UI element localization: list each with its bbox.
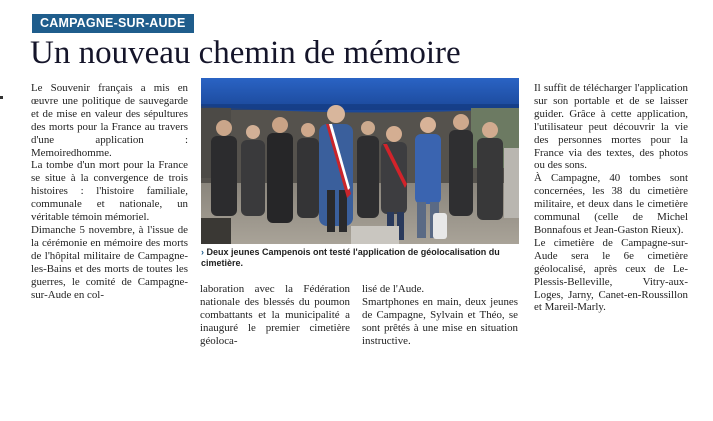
article-column-3 bbox=[362, 283, 518, 348]
section-kicker: CAMPAGNE-SUR-AUDE bbox=[32, 14, 194, 33]
paragraph: La tombe d'un mort pour la France se situe à la convergence de trois histoires : l'histoire familiale, communale et nationale, un véritable témoin mémoriel. bbox=[31, 159, 188, 224]
paragraph: Le cimetière de Campagne-sur-Aude sera le 6e cimetière géolocalisé, après ceux de Le-Plessis-Belleville, Vitry-aux-Loges, Jarny, Canet-en-Roussillon et Mareil-Marly. bbox=[534, 236, 688, 314]
article-column-2 bbox=[200, 283, 350, 348]
paragraph: laboration avec la Fédération nationale des blessés du poumon combattants et la municipalité a inauguré le premier cimetière géoloca- bbox=[200, 283, 350, 347]
article-column-4 bbox=[534, 82, 688, 314]
article-column-1 bbox=[31, 82, 188, 301]
paragraph: lisé de l'Aude. bbox=[362, 283, 425, 295]
paragraph: Smartphones en main, deux jeunes de Campagne, Sylvain et Théo, se sont prêtés à une mise en situation instructive. bbox=[362, 295, 518, 347]
paragraph: Il suffit de télécharger l'application sur son portable et de se laisser guider. Grâce à cette application, l'utilisateur peut découvrir la vie des personnes mortes pour la France via des textes, des photos ou des sons. bbox=[534, 82, 688, 172]
photo-caption bbox=[201, 247, 519, 269]
paragraph: Dimanche 5 novembre, à l'issue de la cérémonie en mémoire des morts de l'hôpital militaire de Campagne-les-Bains et des morts de toutes les guerres, le comité de Campagne-sur-Aude en col- bbox=[31, 223, 188, 301]
paragraph: À Campagne, 40 tombes sont concernées, les 38 du cimetière militaire, et deux dans le cimetière communal (celle de Michel Bonnafous et Jean-Gaston Rieux). bbox=[534, 172, 688, 236]
article-headline: Un nouveau chemin de mémoire bbox=[30, 35, 461, 71]
paragraph: Le Souvenir français a mis en œuvre une politique de sauvegarde et de mise en valeur des sépultures des morts pour la France au travers d'une application : Memoiredhomme. bbox=[31, 82, 188, 159]
page-edge-mark bbox=[0, 96, 3, 99]
ceremony-photo-illustration bbox=[201, 78, 519, 244]
caption-text: Deux jeunes Campenois ont testé l'application de géolocalisation du cimetière. bbox=[201, 247, 500, 268]
caption-marker: › bbox=[201, 247, 204, 257]
article-photo bbox=[201, 78, 519, 244]
